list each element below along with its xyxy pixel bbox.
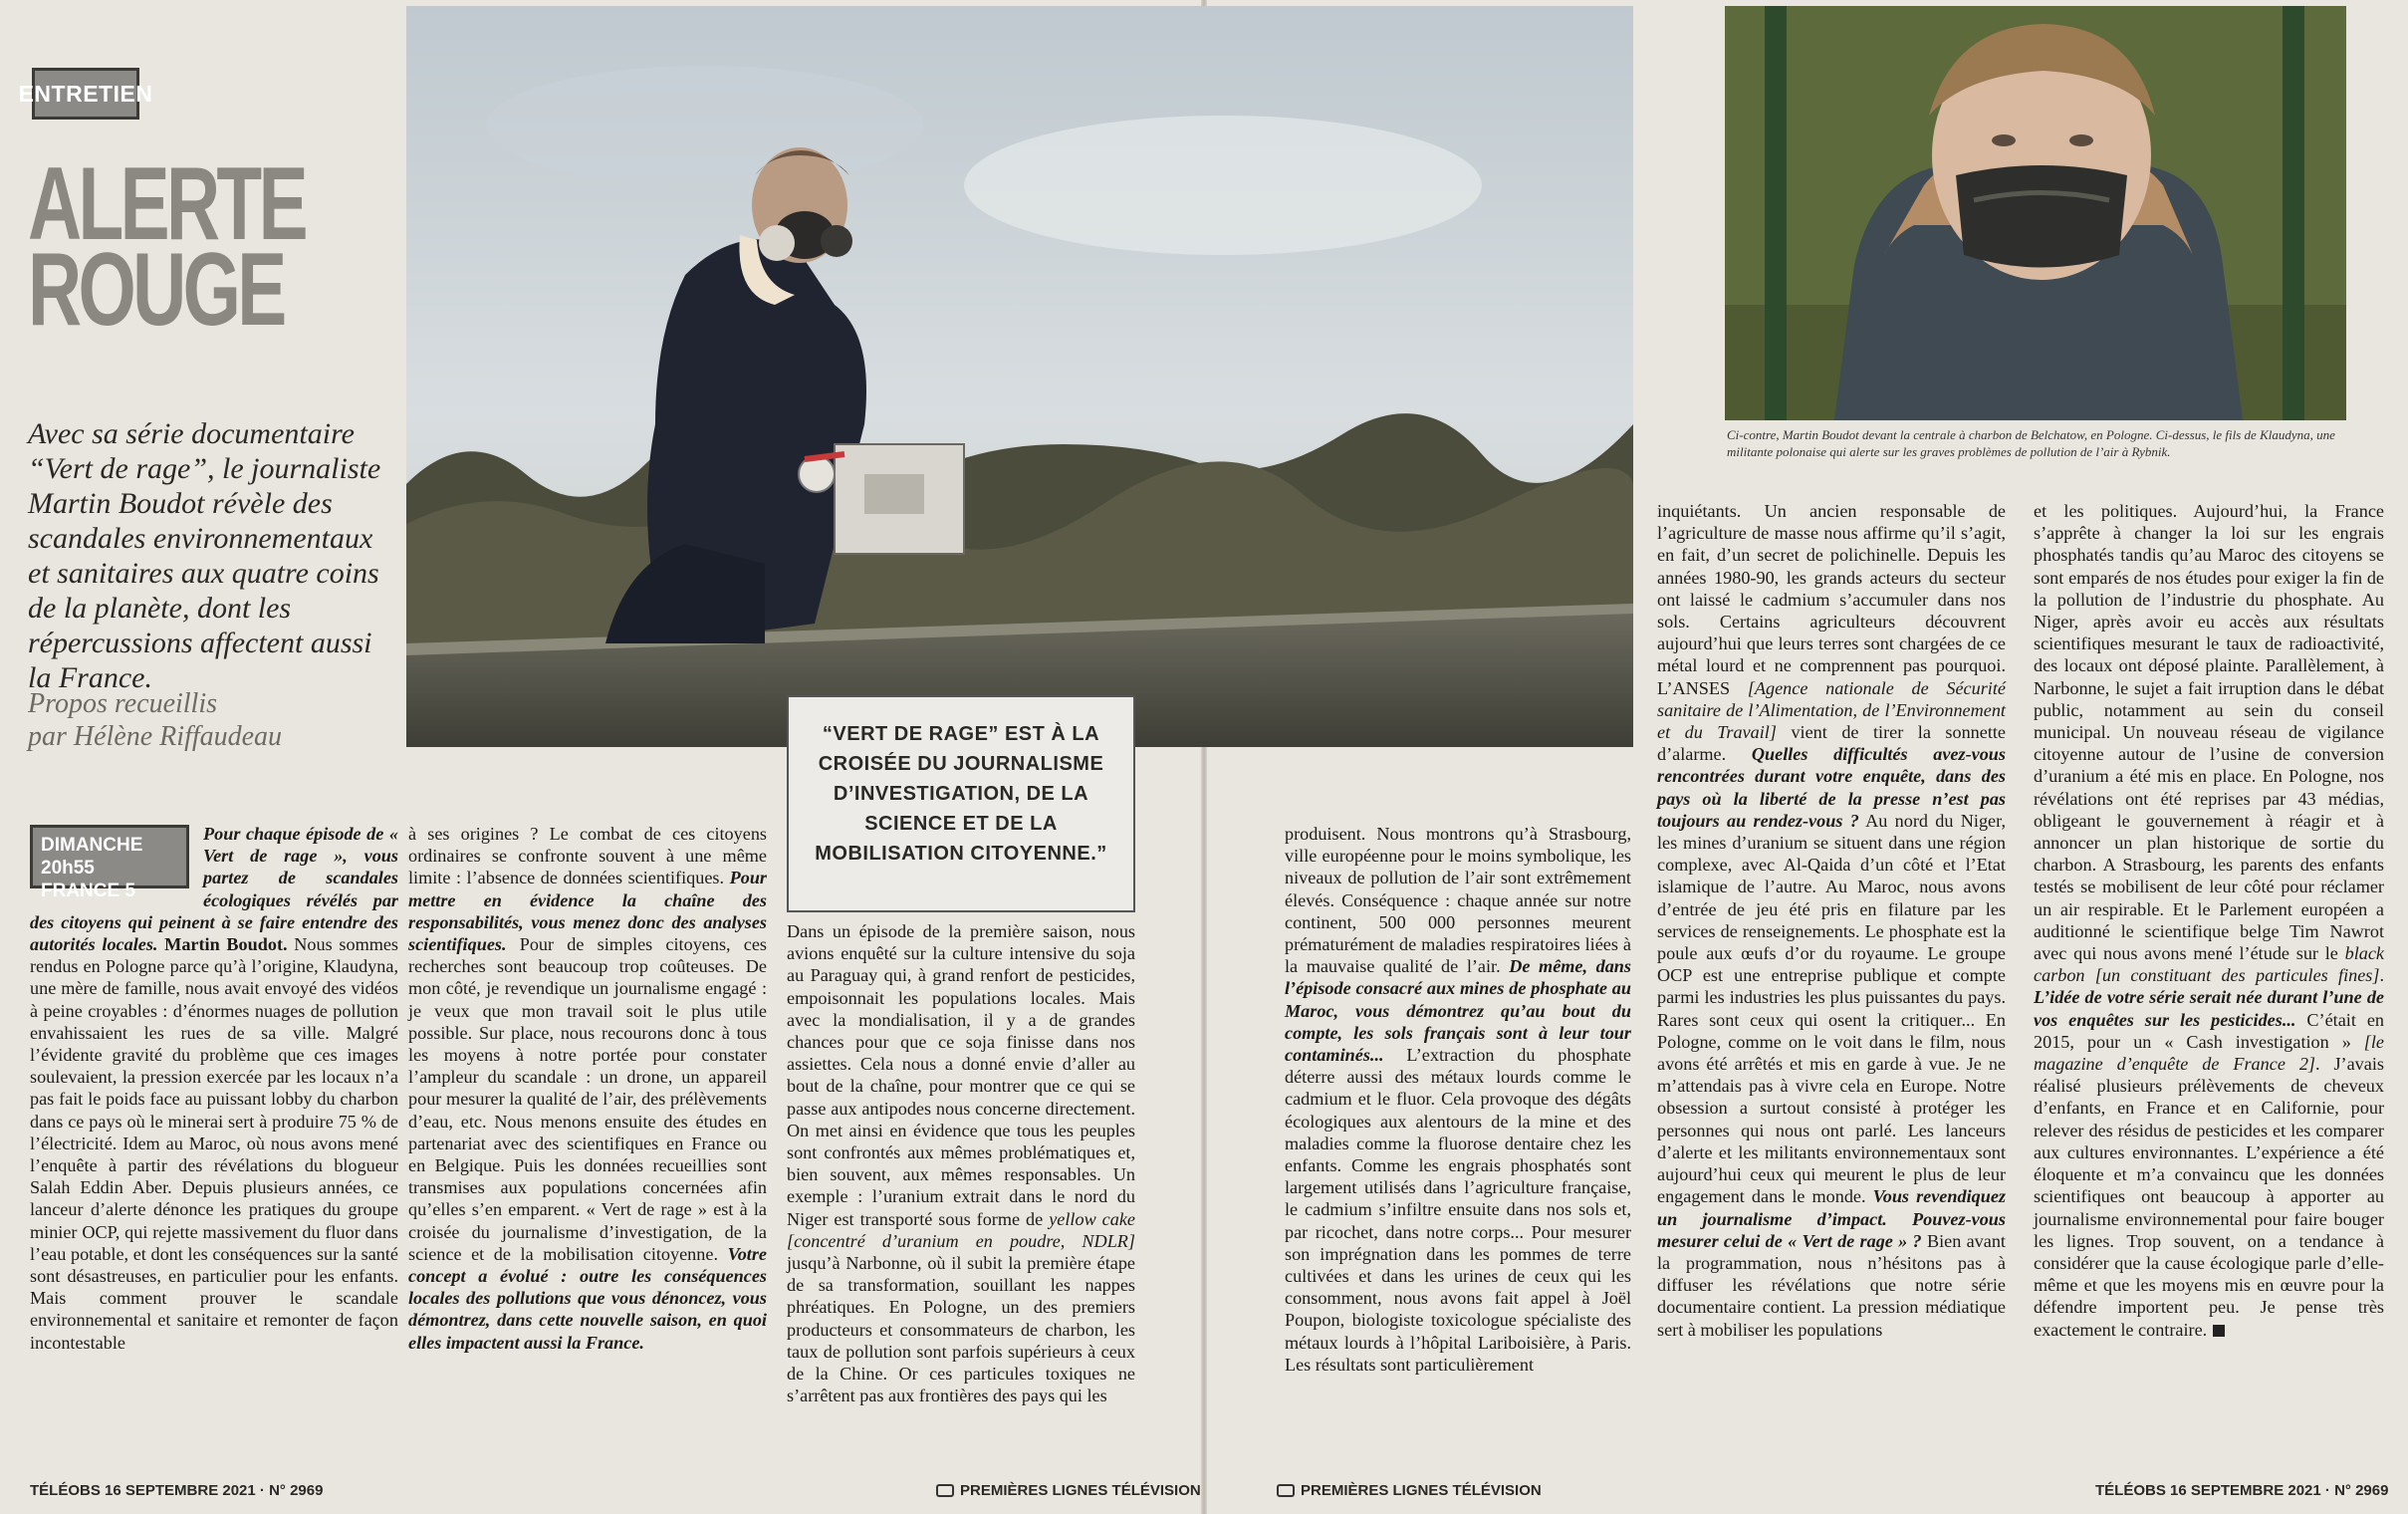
footer-section-right-label: PREMIÈRES LIGNES TÉLÉVISION <box>1301 1482 1542 1499</box>
answer-7-part-b: . J’avais réalisé plusieurs prélèvements de cheveux d’enfants, en France et en Californie, pour relever des résidus de pesticides et les comparer aux cultures environnantes. L’expérience a été éloquente et m’a convaincu que les données scientifiques ont beaucoup à apporter au journalisme environnemental pour faire bouger les lignes. Trop souvent, on a tendance à considérer que la cause écologique parle d’elle-même et que les moyens mis en œuvre pour la défendre importent peu. Je pense très exactement le contraire. <box>2034 1054 2384 1340</box>
question-1: Pour chaque épisode de « Vert de rage », vous partez de scandales écologiques révélés par des citoyens qui peinent à se faire entendre des autorités locales. <box>30 824 398 955</box>
answer-3-part-a: Dans un épisode de la première saison, nous avions enquêté sur la culture intensive du soja au Paraguay qui, à grand renfort de pesticides, empoisonnait les populations locales. Mais avec la mondialisation, il y a de grandes chances pour que ce soja finisse dans nos assiettes. Cela nous a donné envie d’aller au bout de la chaîne, pour montrer que ce qui se passe aux antipodes nous concerne directement. On met ainsi en évidence que tous les peuples sont confrontés aux mêmes problématiques et, bien souvent, aux mêmes responsables. Un exemple : l’uranium extrait dans le nord du Niger est transporté sous forme de <box>787 921 1135 1229</box>
question-3: Votre concept a évolué : outre les conséquences locales des pollutions que vous dénoncez, vous démontrez, dans cette nouvelle saison, en quoi elles impactent aussi la France. <box>408 1243 767 1353</box>
photo-caption: Ci-contre, Martin Boudot devant la centrale à charbon de Belchatow, en Pologne. Ci-dessus, le fils de Klaudyna, une militante polonaise qui alerte sur les graves problèmes de pollution de l’air à Rybnik. <box>1727 427 2335 459</box>
column-2 <box>408 823 767 1354</box>
question-4: De même, dans l’épisode consacré aux mines de phosphate au Maroc, vous démontrez qu’au bout du compte, les sols français sont à leur tour contaminés... <box>1285 956 1631 1066</box>
answer-6-part-a: et les politiques. Aujourd’hui, la France s’apprête à changer la loi sur les engrais phosphatés tandis qu’au Maroc des citoyens se sont emparés de nos études pour exiger la fin de la pollution de l’industrie du phosphate. Au Niger, après avoir eu accès aux résultats scientifiques mesurant le taux de radioactivité, des locaux ont déposé plainte. Parallèlement, à Narbonne, le sujet a fait irruption dans le débat public, notamment au sein du conseil municipal. Un nouveau réseau de vigilance citoyenne autour de l’usine de conversion d’uranium a été mis en place. En Pologne, nos révélations ont été reprises par 43 médias, obligeant le gouvernement à réagir et à annoncer un plan historique de sortie du charbon. A Strasbourg, les parents des enfants testés se mobilisent de leur côté pour réclamer un air respirable. Et le Parlement européen a auditionné le scientifique belge Tim Nawrot avec qui nous avons mené l’étude sur le <box>2034 501 2384 964</box>
end-mark-icon <box>2213 1325 2225 1337</box>
broadcast-time: DIMANCHE 20h55 <box>41 835 143 879</box>
column-1 <box>30 823 398 1354</box>
tv-logo-icon <box>936 1484 954 1497</box>
question-2: Pour mettre en évidence la chaîne des responsabilités, vous menez donc des analyses scientifiques. <box>408 868 768 955</box>
title-line-2: ROUGE <box>28 232 284 348</box>
footer-section-right <box>1277 1482 1542 1499</box>
byline-line-1: Propos recueillis <box>28 688 218 719</box>
answer-3-end: produisent. Nous montrons qu’à Strasbourg, ville européenne pour le moins symbolique, les niveaux de pollution de l’air sont extrêmement élevés. Conséquence : chaque année sur notre continent, 500 000 personnes meurent prématurément de maladies respiratoires liées à la mauvaise qualité de l’air. <box>1285 824 1631 977</box>
answer-6-part-b: . <box>2379 965 2384 986</box>
column-4 <box>1285 823 1631 1376</box>
answer-6: Bien avant la programmation, nous n’hésitons pas à diffuser les révélations que notre série documentaire contient. La pression médiatique sert à mobiliser les populations <box>1657 1230 2006 1340</box>
child-photo <box>1725 6 2346 420</box>
question-6: Vous revendiquez un journalisme d’impact. Pouvez-vous mesurer celui de « Vert de rage » ? <box>1657 1186 2006 1251</box>
answer-1: Nous sommes rendus en Pologne parce qu’à l’origine, Klaudyna, une mère de famille, nous avait envoyé des vidéos à peine croyables : d’énormes nuages de pollution envahissaient les rues de sa ville. Malgré l’évidente gravité du problème que ces images soulevaient, la pression exercée par les locaux n’a pas fait le poids face au puissant lobby du charbon dans ce pays où le minerai sert à produire 75 % de l’électricité. Idem au Maroc, où nous avons mené l’enquête à partir des révélations du blogueur Salah Eddin Aber. Depuis plusieurs années, ce lanceur d’alerte dénonce les pratiques du groupe minier OCP, qui rejette massivement du fluor dans l’eau potable, et dont les conséquences sur la santé sont désastreuses, en particulier pour les enfants. Mais comment prouver le scandale environnemental et sanitaire et remonter de façon incontestable <box>30 934 399 1353</box>
column-3 <box>787 920 1135 1406</box>
question-7: L’idée de votre série serait née durant l’une de vos enquêtes sur les pesticides... <box>2034 987 2384 1030</box>
column-5 <box>1657 500 2006 1341</box>
answer-4-part-b: vient de tirer la sonnette d’alarme. <box>1657 722 2007 765</box>
pull-quote: “VERT DE RAGE” EST À LA CROISÉE DU JOURNALISME D’INVESTIGATION, DE LA SCIENCE ET DE LA MOBILISATION CITOYENNE.” <box>787 695 1135 912</box>
byline <box>28 687 396 753</box>
child-photo-graphic <box>1725 6 2346 420</box>
footer-left: TÉLÉOBS 16 SEPTEMBRE 2021 · N° 2969 <box>30 1482 324 1499</box>
footer-section-left <box>936 1482 1201 1499</box>
footer-section-left-label: PREMIÈRES LIGNES TÉLÉVISION <box>960 1482 1201 1499</box>
answer-2: Pour de simples citoyens, ces recherches sont beaucoup trop coûteuses. De mon côté, je revendique un journalisme engagé : je veux que mon travail soit le plus utile possible. Sur place, nous recourons donc à tous les moyens à notre portée pour constater l’ampleur du scandale : un drone, un appareil pour mesurer la qualité de l’air, des prélèvements d’eau, etc. Nous menons ensuite des études en partenariat avec des scientifiques en France ou en Belgique. Puis les données recueillies sont transmises aux populations concernées afin qu’elles s’en emparent. « Vert de rage » est à la croisée du journalisme d’investigation, de la science et de la mobilisation citoyenne. <box>408 934 767 1264</box>
article-title <box>28 146 305 348</box>
answer-3-part-b: jusqu’à Narbonne, où il subit la première étape de sa transformation, souillant les nappes phréatiques. En Pologne, un des premiers producteurs et consommateurs de charbon, les taux de pollution sont parfois supérieurs à ceux de la Chine. Or ces particules toxiques ne s’arrêtent pas aux frontières des pays qui les <box>787 1253 1135 1406</box>
answer-7-part-a: C’était en 2015, pour un « Cash investigation » <box>2034 1009 2384 1052</box>
answer-7-note: [le magazine d’enquête de France 2] <box>2034 1031 2384 1075</box>
answer-6-note: black carbon [un constituant des particules fines] <box>2034 943 2384 986</box>
speaker-name: Martin Boudot. <box>164 934 288 955</box>
title-line-1: ALERTE <box>28 146 305 262</box>
answer-3-note: yellow cake [concentré d’uranium en poudre, NDLR] <box>787 1208 1135 1251</box>
main-photo-graphic <box>406 6 1633 747</box>
answer-1-continued: à ses origines ? Le combat de ces citoyens ordinaires se confronte souvent à une même limite : l’absence de données scientifiques. <box>408 824 767 888</box>
column-6 <box>2034 500 2384 1341</box>
answer-5: Au nord du Niger, les mines d’uranium se situent dans une région complexe, avec Al-Qaida d’un côté et l’Etat islamique de l’autre. Au Maroc, nous avons d’entrée de jeu été pris en filature par les services de renseignements. Le phosphate est la poule aux œufs d’or du royaume. Le groupe OCP est une entreprise publique et compte parmi les industries les plus puissantes du pays. Rares sont ceux qui osent la critiquer... En Pologne, comme on le voit dans le film, nous avons été arrêtés et mis en garde à vue. Je ne m’attendais pas à vivre cela en Europe. Notre obsession a surtout consisté à protéger les personnes qui nous ont parlé. Les lanceurs d’alerte et les militants environnementaux sont aujourd’hui ceux qui meurent le plus de leur engagement dans le monde. <box>1657 810 2006 1207</box>
lead-paragraph: Avec sa série documentaire “Vert de rage”, le journaliste Martin Boudot révèle des scandales environnementaux et sanitaires aux quatre coins de la planète, dont les répercussions affectent aussi la France. <box>28 417 381 694</box>
section-tag: ENTRETIEN <box>32 68 139 120</box>
byline-line-2: par Hélène Riffaudeau <box>28 721 283 752</box>
broadcast-channel: FRANCE 5 <box>41 881 136 901</box>
tv-logo-icon <box>1277 1484 1295 1497</box>
main-photo <box>406 6 1633 747</box>
answer-4: L’extraction du phosphate déterre aussi des métaux lourds comme le cadmium et le fluor. Cela provoque des dégâts écologiques aux alentours de la mine et des maladies comme la fluorose dentaire chez les enfants. Comme les engrais phosphatés sont largement utilisés dans l’agriculture française, le cadmium s’infiltre ensuite dans nos sols et, par ricochet, dans notre corps... Pour mesurer son imprégnation dans les pommes de terre cultivées et dans les urines de ceux qui les consomment, nous avons fait appel à Joël Poupon, biologiste toxicologue spécialiste des métaux lourds à l’hôpital Lariboisière, à Paris. Les résultats sont particulièrement <box>1285 1045 1631 1375</box>
footer-right: TÉLÉOBS 16 SEPTEMBRE 2021 · N° 2969 <box>2095 1482 2389 1499</box>
answer-4-note: [Agence nationale de Sécurité sanitaire de l’Alimentation, de l’Environnement et du Travail] <box>1657 677 2006 743</box>
answer-4-part-a: inquiétants. Un ancien responsable de l’agriculture de masse nous affirme qu’il s’agit, en fait, d’un secret de polichinelle. Depuis les années 1980-90, les grands acteurs du secteur ont laissé le cadmium s’accumuler dans nos sols. Certains agriculteurs découvrent aujourd’hui que leurs terres sont chargées de ce métal lourd et ne comprennent pas pourquoi. L’ANSES <box>1657 501 2006 698</box>
question-5: Quelles difficultés avez-vous rencontrées durant votre enquête, dans des pays où la liberté de la presse n’est pas toujours au rendez-vous ? <box>1657 744 2006 831</box>
